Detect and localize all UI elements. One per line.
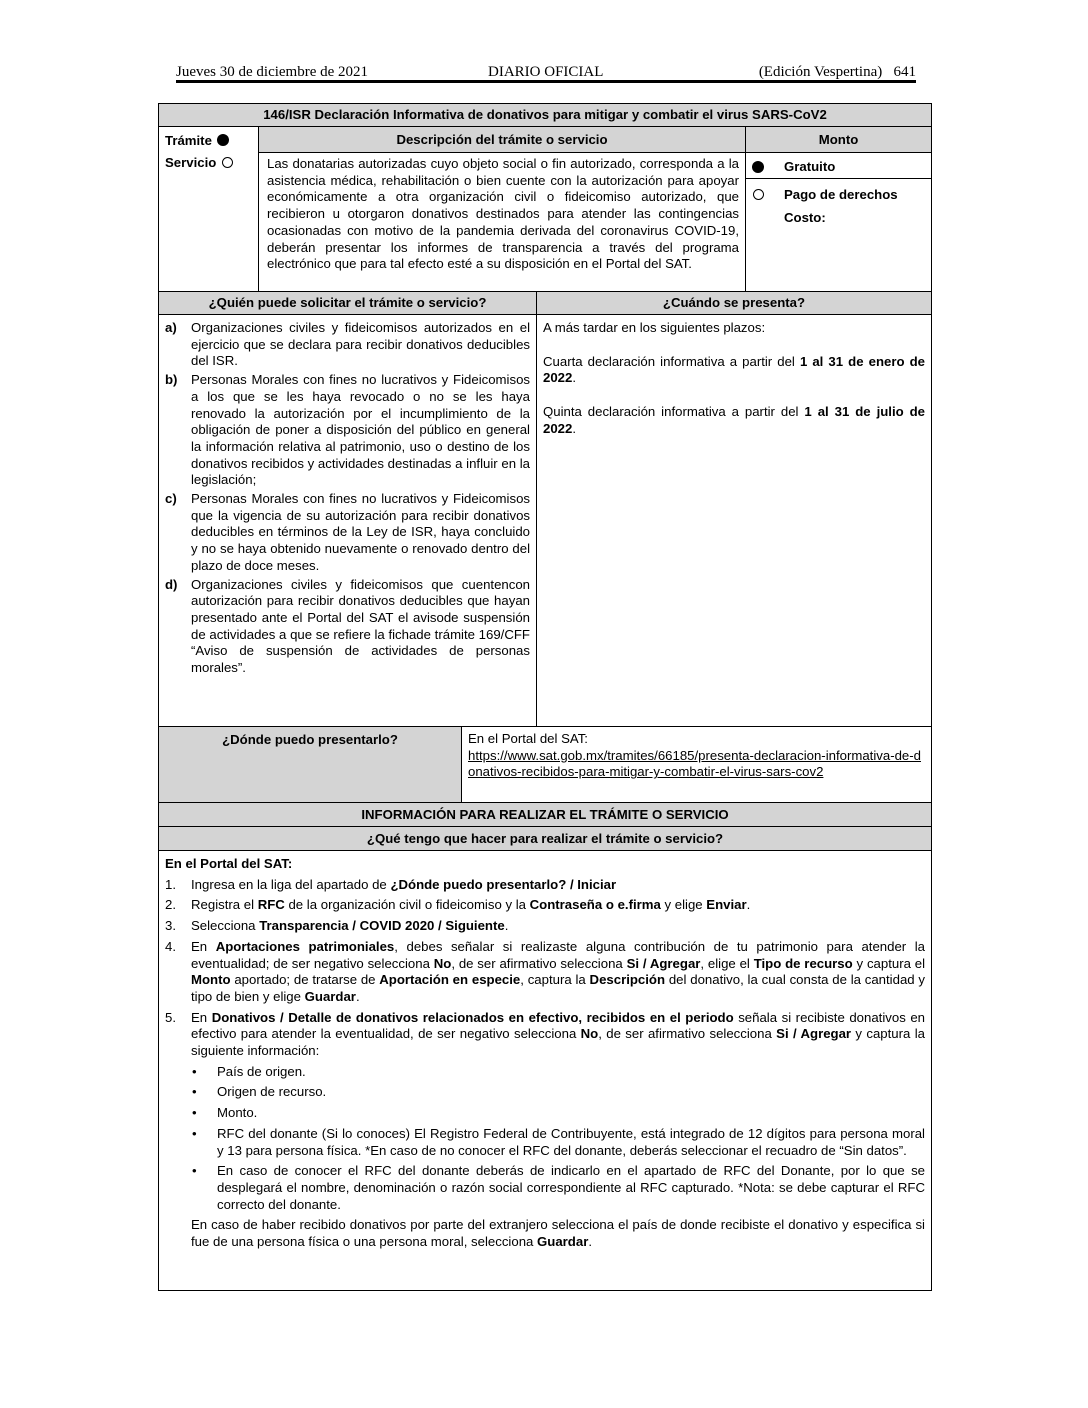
bullet-icon: • (192, 1163, 197, 1179)
quien-list (158, 314, 537, 727)
bullet-icon: • (192, 1125, 197, 1141)
cuando-content (536, 314, 932, 727)
servicio-label: Servicio (165, 155, 217, 170)
page-number: 641 (893, 64, 916, 80)
sheet-title: 146/ISR Declaración Informativa de donativos para mitigar y combatir el virus SARS-CoV2 (158, 103, 932, 127)
servicio-option (165, 155, 233, 172)
steps-content (158, 850, 932, 1291)
header-edition-page: (Edición Vespertina) 641 (758, 64, 916, 80)
gratuito-label: Gratuito (784, 159, 836, 174)
gratuito-radio-selected-icon (752, 161, 764, 173)
monto-header: Monto (745, 126, 932, 153)
header-date: Jueves 30 de diciembre de 2021 (176, 64, 369, 80)
quien-header: ¿Quién puede solicitar el trámite o servicio? (158, 291, 537, 315)
cuarta-declaracion: Cuarta declaración informativa a partir del 1 al 31 de enero de 2022. (543, 353, 925, 386)
quien-item-a: a) Organizaciones civiles y fideicomisos autorizados en el ejercicio que se declara para recibir donativos deducibles del ISR. (165, 320, 530, 369)
que-header: ¿Qué tengo que hacer para realizar el trámite o servicio? (158, 826, 932, 851)
donde-portal-link[interactable]: https://www.sat.gob.mx/tramites/66185/presenta-declaracion-informativa-de-donativos-recibidos-para-mitigar-y-combatir-el-virus-sars-cov2 (468, 747, 921, 780)
bullet-icon: • (192, 1084, 197, 1100)
header-rule (176, 80, 916, 83)
info-header: INFORMACIÓN PARA REALIZAR EL TRÁMITE O SERVICIO (158, 802, 932, 827)
bullet-icon: • (192, 1063, 197, 1079)
descripcion-text: Las donatarias autorizadas cuyo objeto social o fin autorizado, corresponda a la asistencia médica, rehabilitación o bien cuente con la autorización para apoyar económicamente a otra organización civil o fideicomiso autorizado, que recibieron u otorgaron donativos destinados para atender las contingencias ocasionadas con motivo de la pandemia derivada del coronavirus COVID-19, deberán presentar los informes de transparencia a través del programa electrónico que para tal efecto esté a su disposición en el Portal del SAT. (258, 152, 746, 292)
bullet-item: • En caso de conocer el RFC del donante deberás de indicarlo en el apartado de RFC del Donante, por lo que se desplegará el nombre, denominación o razón social correspondiente al RFC capturado. *Nota: se debe capturar el RFC correcto del donante. (192, 1163, 925, 1212)
pago-radio-empty-icon (753, 189, 764, 200)
tramite-radio-selected-icon (217, 134, 229, 146)
bullet-item: • Monto. (192, 1105, 258, 1121)
descripcion-header: Descripción del trámite o servicio (258, 126, 746, 153)
step-3: 3. Selecciona Transparencia / COVID 2020 / Siguiente. (165, 918, 509, 934)
bullet-item: • País de origen. (192, 1063, 306, 1079)
step-5: 5. En Donativos / Detalle de donativos relacionados en efectivo, recibidos en el periodo señala si recibiste donativos en efectivo para atender la eventualidad, de ser negativo selecciona No, de ser afirmativo selecciona Si / Agregar y captura la siguiente información: (165, 1009, 926, 1059)
monto-pago-cell (745, 178, 932, 292)
donde-header: ¿Dónde puedo presentarlo? (158, 726, 462, 803)
bullet-item: • RFC del donante (Si lo conoces) El Registro Federal de Contribuyente, está integrado de 12 dígitos para persona moral y 13 para persona física. *En caso de no conocer el RFC del donante, deberás seleccionar el recuadro de “Sin datos”. (192, 1125, 925, 1158)
donde-text: En el Portal del SAT: (468, 731, 588, 746)
pago-label: Pago de derechos (784, 187, 898, 202)
quien-item-c: c) Personas Morales con fines no lucrativos y Fideicomisos que la vigencia de su autorización para recibir donativos deducibles en términos de la Ley de ISR, haya concluido y no se haya obtenido nuevamente o renovado dentro del plazo de doce meses. (165, 491, 530, 573)
cuando-intro: A más tardar en los siguientes plazos: (543, 320, 766, 335)
quien-item-b: b) Personas Morales con fines no lucrativos y Fideicomisos a los que se les haya revocado o no se les haya renovado la autorización por el incumplimiento de la obligación de poner a disposición del público en general la información relativa al patrimonio, uso o destino de los donativos recibidos y actividades destinadas a influir en la legislación; (165, 372, 530, 488)
step-4: 4. En Aportaciones patrimoniales, debes señalar si realizaste alguna contribución de tu patrimonio para atender la eventualidad; de ser negativo selecciona No, de ser afirmativo selecciona Si / Agregar, elige el Tipo de recurso y captura el Monto aportado; de tratarse de Aportación en especie, captura la Descripción del donativo, la cual consta de la cantidad y tipo de bien y elige Guardar. (165, 938, 926, 1004)
bullet-icon: • (192, 1105, 197, 1121)
quien-item-d: d) Organizaciones civiles y fideicomisos que cuentencon autorización para recibir donativos deducibles que hayan presentado ante el Portal del SAT el avisode suspensión de actividades a que se refiere la fichade trámite 169/CFF “Aviso de suspensión de actividades de personas morales”. (165, 576, 530, 676)
portal-heading: En el Portal del SAT: (165, 856, 293, 871)
servicio-radio-empty-icon (222, 157, 233, 168)
tramite-label: Trámite (165, 133, 212, 148)
steps-list (159, 877, 925, 1251)
quinta-declaracion: Quinta declaración informativa a partir del 1 al 31 de julio de 2022. (543, 404, 926, 436)
tipo-column (158, 126, 259, 292)
step-1: 1. Ingresa en la liga del apartado de ¿Dónde puedo presentarlo? / Iniciar (165, 876, 617, 892)
monto-gratuito-cell (745, 152, 932, 179)
bullet-item: • Origen de recurso. (192, 1084, 327, 1100)
tramite-option (165, 133, 229, 150)
donde-content (461, 726, 932, 803)
costo-label: Costo: (784, 210, 826, 225)
step-2: 2. Registra el RFC de la organización civil o fideicomiso y la Contraseña o e.firma y elige Enviar. (165, 897, 751, 913)
header-publication: DIARIO OFICIAL (488, 64, 604, 80)
page-header (176, 62, 916, 82)
cuando-header: ¿Cuándo se presenta? (536, 291, 932, 315)
closing-paragraph: En caso de haber recibido donativos por parte del extranjero selecciona el país de donde recibiste el donativo y especifica si fue de una persona física o una persona moral, selecciona Guardar. (191, 1217, 925, 1250)
